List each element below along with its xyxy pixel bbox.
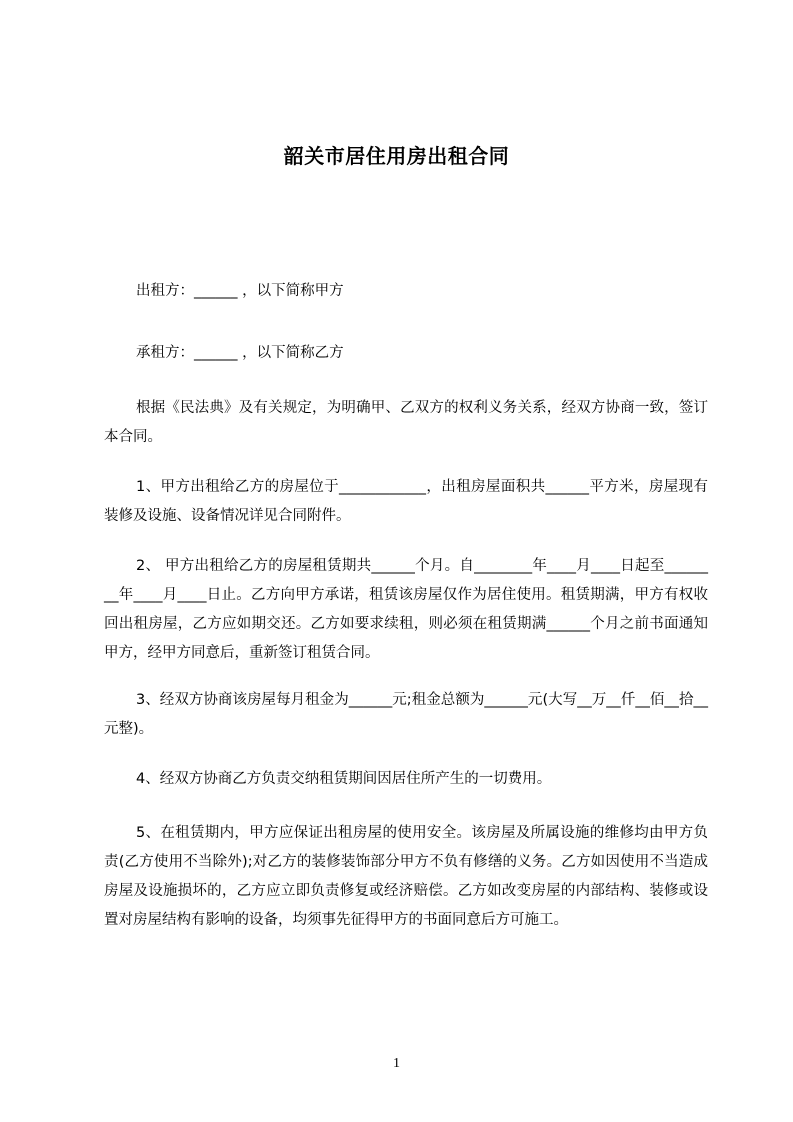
- clause-1-paragraph: 1、甲方出租给乙方的房屋位于____________，出租房屋面积共______平方米，房屋现有装修及设施、设备情况详见合同附件。: [104, 479, 708, 524]
- clause-3-paragraph: 3、经双方协商该房屋每月租金为______元;租金总额为______元(大写__万__仟__佰__拾__元整)。: [104, 692, 708, 737]
- clause-5-paragraph: 5、在租赁期内，甲方应保证出租房屋的使用安全。该房屋及所属设施的维修均由甲方负责(乙方使用不当除外);对乙方的装修装饰部分甲方不负有修缮的义务。乙方如因使用不当造成房屋及设施损坏的，乙方应立即负责修复或经济赔偿。乙方如改变房屋的内部结构、装修或设置对房屋结构有影响的设备，均须事先征得甲方的书面同意后方可施工。: [104, 825, 708, 928]
- lessee-line: 承租方：______ ，以下简称乙方: [136, 345, 344, 361]
- document-title: 韶关市居住用房出租合同: [283, 144, 510, 168]
- preamble-paragraph: 根据《民法典》及有关规定，为明确甲、乙双方的权利义务关系，经双方协商一致，签订本合同。: [104, 400, 708, 445]
- lessor-line: 出租方：______ ，以下简称甲方: [136, 283, 344, 299]
- clause-2-paragraph: 2、 甲方出租给乙方的房屋租赁期共______个月。自________年____月____日起至________年____月____日止。乙方向甲方承诺，租赁该房屋仅作为居住使用。租赁期满，甲方有权收回出租房屋，乙方应如期交还。乙方如要求续租，则必须在租赁期满______个月之前书面通知甲方，经甲方同意后，重新签订租赁合同。: [104, 558, 708, 661]
- page-number: 1: [393, 1056, 400, 1071]
- clause-4-paragraph: 4、经双方协商乙方负责交纳租赁期间因居住所产生的一切费用。: [136, 771, 552, 787]
